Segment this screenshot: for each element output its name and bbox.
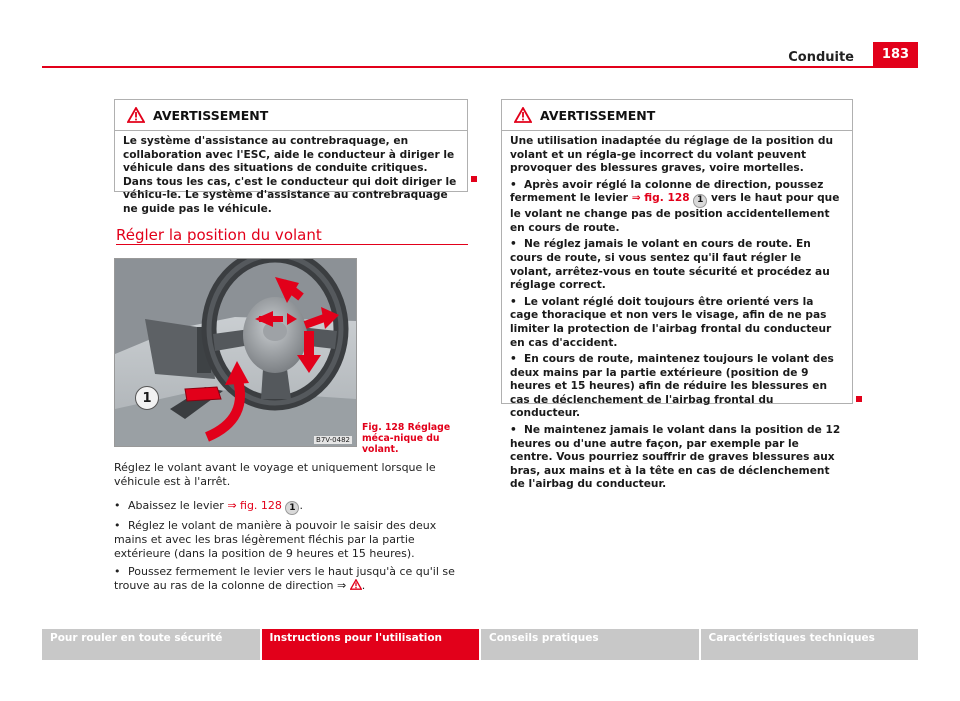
section-title: Régler la position du volant xyxy=(116,226,322,244)
figure-reference-link[interactable]: ⇒ fig. 128 xyxy=(631,192,690,205)
footer-nav xyxy=(42,629,918,660)
body-text xyxy=(114,461,470,596)
figure-callout-label: 1 xyxy=(142,390,152,406)
figure-callout-1 xyxy=(135,386,159,410)
end-of-section-mark xyxy=(471,176,477,182)
callout-badge: 1 xyxy=(285,501,299,515)
bullet-text: En cours de route, maintenez toujours le volant des deux mains par la partie extérieure (position de 9 heures et 15 heures) afin de réduire les blessures en cas de déclenchement de l'airbag frontal du conducteur. xyxy=(510,353,834,420)
list-item xyxy=(510,238,844,292)
bullet-icon: • xyxy=(510,238,517,251)
section-rule xyxy=(116,244,468,245)
nav-tab-practical-tips[interactable]: Conseils pratiques xyxy=(481,629,699,660)
bullet-icon: • xyxy=(510,295,517,308)
callout-badge: 1 xyxy=(693,194,707,208)
warning-header xyxy=(502,100,852,131)
steering-wheel-figure xyxy=(114,258,357,447)
warning-box-right xyxy=(501,99,853,491)
list-item xyxy=(114,499,470,516)
warning-intro: Une utilisation inadaptée du réglage de la position du volant et un régla-ge incorrect du volant peuvent provoquer des blessures graves, voire mortelles. xyxy=(510,135,834,175)
bullet-icon: • xyxy=(510,353,517,366)
bullet-icon: • xyxy=(114,498,121,512)
header-rule xyxy=(42,66,918,68)
warning-triangle-icon xyxy=(127,107,145,123)
bullet-text: Le volant réglé doit toujours être orienté vers la cage thoracique et non vers le visage, afin de ne pas limiter la protection de l'airbag frontal du conducteur en cas d'accident. xyxy=(510,295,832,349)
figure-code: B7V-0482 xyxy=(316,436,350,444)
list-item xyxy=(510,296,844,350)
warning-title: AVERTISSEMENT xyxy=(540,107,656,123)
bullet-text-end: . xyxy=(361,578,366,592)
page-header-title: Conduite xyxy=(788,50,854,65)
bullet-text: Réglez le volant de manière à pouvoir le saisir des deux mains et avec les bras légèrement fléchis par la partie extérieure (dans la position de 9 heures et 15 heures). xyxy=(114,519,437,561)
nav-tab-instructions[interactable]: Instructions pour l'utilisation xyxy=(262,629,480,660)
warning-box-left xyxy=(114,99,468,215)
end-of-section-mark xyxy=(856,396,862,402)
nav-tab-technical-specs[interactable]: Caractéristiques techniques xyxy=(701,629,919,660)
warning-title: AVERTISSEMENT xyxy=(153,107,269,123)
bullet-text: Après avoir réglé la colonne de direction, poussez fermement le levier xyxy=(510,178,824,205)
warning-header xyxy=(115,100,467,131)
intro-paragraph: Réglez le volant avant le voyage et uniquement lorsque le véhicule est à l'arrêt. xyxy=(114,461,436,488)
list-item xyxy=(510,353,844,421)
bullet-icon: • xyxy=(510,424,517,437)
page-number: 183 xyxy=(873,42,918,67)
bullet-text: Abaissez le levier xyxy=(128,498,228,512)
bullet-text-end: . xyxy=(299,498,303,512)
figure-caption: Fig. 128 Réglage méca-nique du volant. xyxy=(362,422,451,455)
bullet-icon: • xyxy=(114,519,121,533)
list-item xyxy=(510,424,844,492)
list-item xyxy=(114,565,470,593)
bullet-text: Poussez fermement le levier vers le haut jusqu'à ce qu'il se trouve au ras de la colonne de direction ⇒ xyxy=(114,564,455,592)
figure-reference-link[interactable]: ⇒ fig. 128 xyxy=(227,498,282,512)
steering-wheel-illustration xyxy=(115,259,356,446)
bullet-icon: • xyxy=(114,564,121,578)
list-item xyxy=(510,179,844,236)
bullet-text: Ne maintenez jamais le volant dans la position de 12 heures ou d'une autre façon, par exemple par le centre. Vous pourriez souffrir de graves blessures aux bras, aux mains et à la tête en cas de déclenchement de l'airbag du conducteur. xyxy=(510,424,841,491)
bullet-icon: • xyxy=(510,178,517,191)
warning-text: Le système d'assistance au contrebraquage, en collaboration avec l'ESC, aide le conducteur à diriger le véhicule dans des situations de conduite critiques. Dans tous les cas, c'est le conducteur qui doit diriger le véhicu-le. Le système d'assistance au contrebraquage ne guide pas le véhicule. xyxy=(123,135,457,215)
nav-tab-safety[interactable]: Pour rouler en toute sécurité xyxy=(42,629,260,660)
bullet-text: Ne réglez jamais le volant en cours de route. En cours de route, si vous sentez qu'il faut régler le volant, arrêtez-vous en toute sécurité et procédez au réglage correct. xyxy=(510,238,830,292)
warning-reference-icon[interactable] xyxy=(350,579,362,590)
bullet-text-end: vers le haut pour que le volant ne change pas de position accidentellement en cours de route. xyxy=(510,192,840,234)
warning-triangle-icon xyxy=(514,107,532,123)
list-item xyxy=(114,519,470,560)
